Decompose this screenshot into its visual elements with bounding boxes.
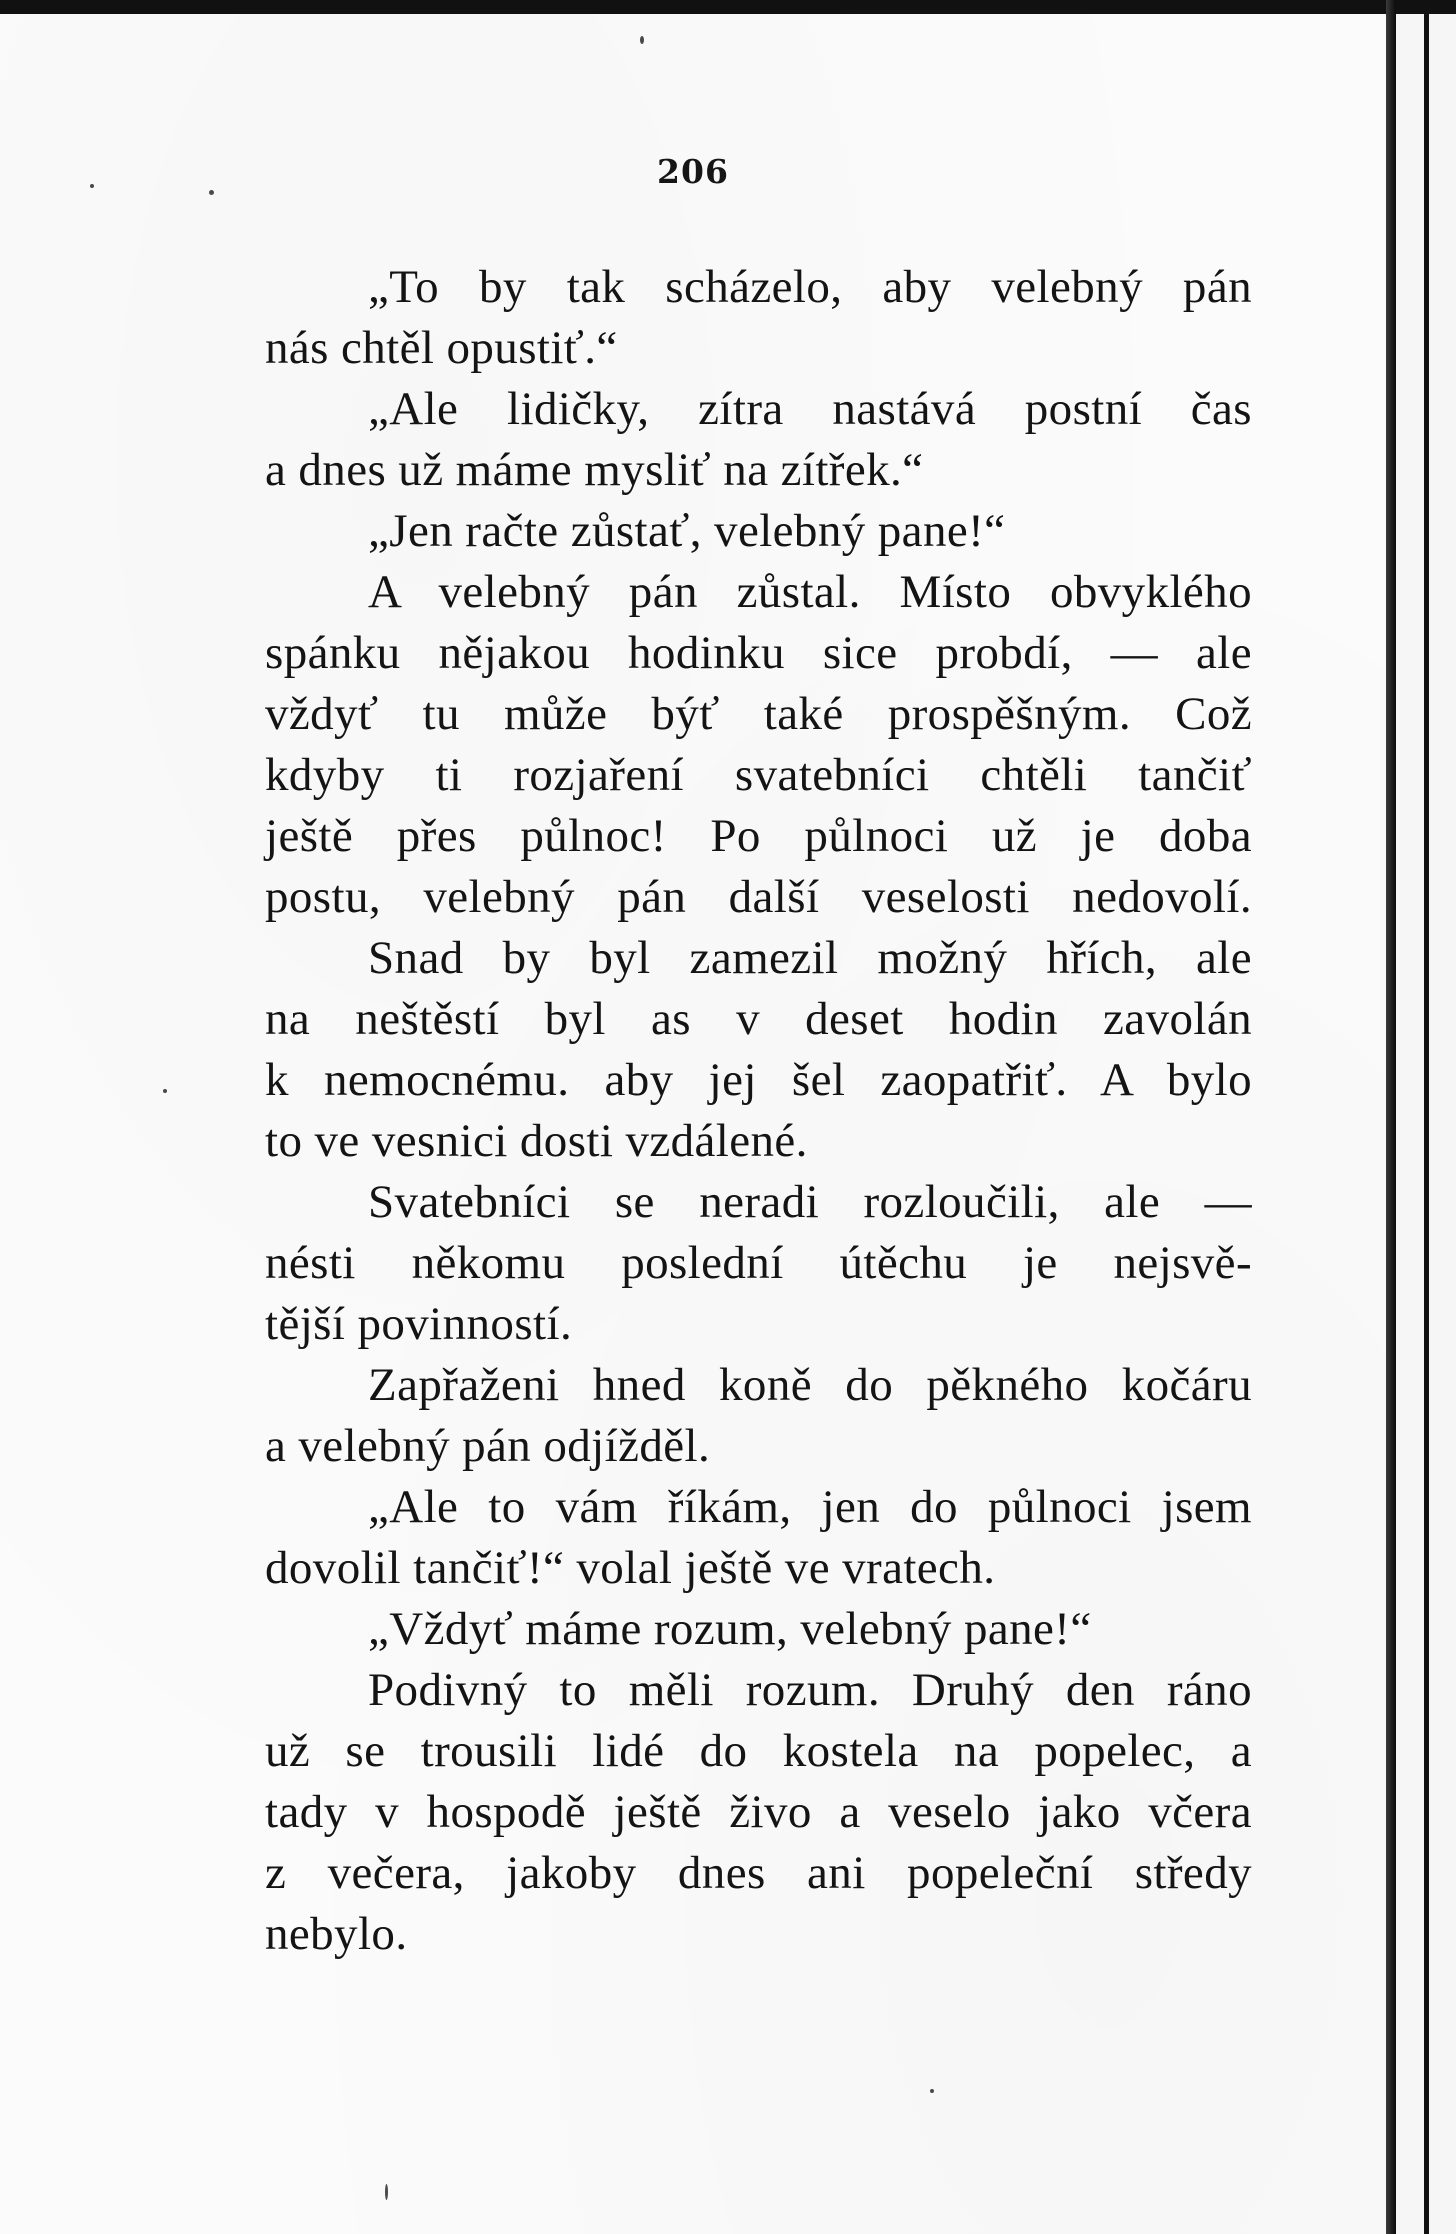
scan-speck xyxy=(385,2184,388,2200)
text-line: Snad by byl zamezil možný hřích, ale xyxy=(368,932,1252,984)
scan-speck xyxy=(930,2089,934,2093)
body-text xyxy=(265,257,1252,1965)
text-line: nebylo. xyxy=(265,1908,408,1960)
text-line: „Ale to vám říkám, jen do půlnoci jsem xyxy=(368,1481,1252,1533)
text-line: tady v hospodě ještě živo a veselo jako včera xyxy=(265,1786,1252,1838)
text-line: už se trousili lidé do kostela na popelec, a xyxy=(265,1725,1252,1777)
text-line: „To by tak scházelo, aby velebný pán xyxy=(368,261,1252,313)
text-line: na neštěstí byl as v deset hodin zavolán xyxy=(265,993,1252,1045)
text-line: z večera, jakoby dnes ani popeleční středy xyxy=(265,1847,1252,1899)
text-line: ještě přes půlnoc! Po půlnoci už je doba xyxy=(265,810,1252,862)
text-line: A velebný pán zůstal. Místo obvyklého xyxy=(368,566,1252,618)
scan-speck xyxy=(209,190,214,195)
text-line: k nemocnému. aby jej šel zaopatřiť. A bylo xyxy=(265,1054,1252,1106)
text-line: to ve vesnici dosti vzdálené. xyxy=(265,1115,808,1167)
text-line: vždyť tu může býť také prospěšným. Což xyxy=(265,688,1252,740)
scan-speck xyxy=(640,36,644,44)
text-line: a dnes už máme mysliť na zítřek.“ xyxy=(265,444,924,496)
text-line: postu, velebný pán další veselosti nedovolí. xyxy=(265,871,1252,923)
book-page xyxy=(0,14,1386,2234)
scan-speck xyxy=(163,1089,167,1093)
page-number: 206 xyxy=(657,152,729,191)
text-line: Svatebníci se neradi rozloučili, ale — xyxy=(368,1176,1252,1228)
text-line: „Ale lidičky, zítra nastává postní čas xyxy=(368,383,1252,435)
text-line: tější povinností. xyxy=(265,1298,573,1350)
adjacent-page-rule xyxy=(1424,14,1429,2234)
scan-speck xyxy=(90,184,94,188)
text-line: kdyby ti rozjaření svatebníci chtěli tančiť xyxy=(265,749,1252,801)
text-line: spánku nějakou hodinku sice probdí, — ale xyxy=(265,627,1252,679)
text-line: dovolil tančiť!“ volal ještě ve vratech. xyxy=(265,1542,996,1594)
text-line: nésti někomu poslední útěchu je nejsvě- xyxy=(265,1237,1252,1289)
text-line: Podivný to měli rozum. Druhý den ráno xyxy=(368,1664,1252,1716)
text-line: „Vždyť máme rozum, velebný pane!“ xyxy=(368,1603,1092,1655)
text-line: Zapřaženi hned koně do pěkného kočáru xyxy=(368,1359,1252,1411)
scan-top-border xyxy=(0,0,1456,14)
page-edge-shadow xyxy=(1386,0,1396,2234)
text-line: „Jen račte zůstať, velebný pane!“ xyxy=(368,505,1006,557)
text-line: nás chtěl opustiť.“ xyxy=(265,322,618,374)
adjacent-page-strip xyxy=(1396,14,1456,2234)
text-line: a velebný pán odjížděl. xyxy=(265,1420,711,1472)
